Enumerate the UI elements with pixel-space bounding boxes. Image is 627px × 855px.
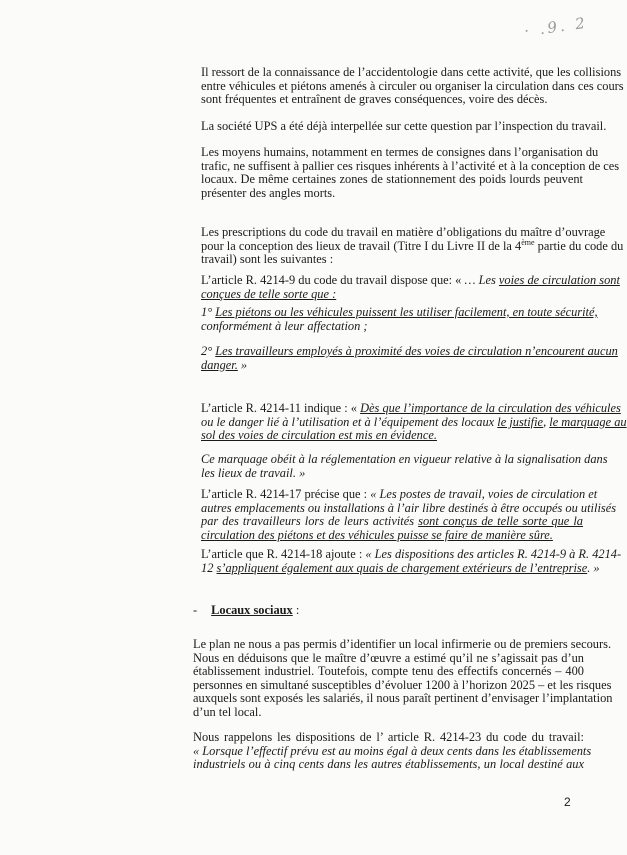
list-item-1 [201,305,598,333]
paragraph-prescriptions [201,225,624,267]
text-line: industriels ou à cinq cents dans les autres établissements, un local destiné aux [193,757,584,772]
text-line: Nous en déduisons que le maître d’œuvre a estimé qu’il ne s’agissait pas d’un [193,650,584,665]
text-line: auxquels sont exposés les salariés, il nous paraît pertinent d’envisager l’implantation [193,691,613,706]
text-line: L’article R. 4214-9 du code du travail dispose que: « … Les voies de circulation sont [201,273,620,287]
paragraph-article-4214-17 [201,487,617,542]
text-line: les lieux de travail. » [201,465,306,480]
text-line: danger. » [201,357,248,372]
text-line: conformément à leur affectation ; [201,318,368,333]
text-line: Il ressort de la connaissance de l’accidentologie dans cette activité, que les collisions [201,65,622,79]
text-line: Les moyens humains, notamment en termes de consignes dans l’organisation du [201,145,599,159]
paragraph-accidentology [201,65,624,107]
text-line: sont fréquentes et entraînent de graves conséquences, voire des décès. [201,92,548,107]
text-line: La société UPS a été déjà interpellée sur cette question par l’inspection du travail. [201,119,607,133]
text-line: d’un tel local. [193,704,262,719]
superscript: ème [521,237,535,247]
text-line: présenter des angles morts. [201,185,336,200]
text-line: 12 s’appliquent également aux quais de chargement extérieurs de l’entreprise. » [201,560,600,575]
page-number: 2 [564,795,571,809]
text-line: L’article que R. 4214-18 ajoute : « Les dispositions des articles R. 4214-9 à R. 4214- [201,547,622,561]
text-line: entre véhicules et piétons amenés à circuler ou organiser la circulation dans ces cours [201,78,624,93]
paragraph-human-means [201,145,620,200]
text-line: Ce marquage obéit à la réglementation en vigueur relative à la signalisation dans [201,452,608,466]
text-line: L’article R. 4214-17 précise que : « Les postes de travail, voies de circulation et [201,487,598,501]
paragraph-marking [201,452,608,480]
text-line: Les prescriptions du code du travail en matière d’obligations du maître d’ouvrage [201,225,606,239]
paragraph-article-4214-18 [201,547,622,575]
text-line: « Lorsque l’effectif prévu est au moins égal à deux cents dans les établissements [193,743,592,758]
text-line: L’article R. 4214-11 indique : « Dès que l’importance de la circulation des véhicules [201,401,621,415]
text-line: par des travailleurs lors de leurs activités sont conçus de telle sorte que la [201,514,583,529]
bullet: - [193,603,198,617]
section-heading-locaux-sociaux [193,604,393,618]
section-title: Locaux sociaux [211,603,293,617]
text-line: personnes en simultané susceptibles d’évoluer 1200 à l’horizon 2025 – et les risques [193,677,612,692]
text-line: locaux. De même certaines zones de stationnement des poids lourds peuvent [201,172,583,187]
paragraph-article-4214-11 [201,401,627,443]
list-item-2 [201,344,618,372]
text-line: sol des voies de circulation est mis en évidence. [201,428,437,443]
text-line: 2° Les travailleurs employés à proximité des voies de circulation n’encourent aucun [201,344,618,358]
paragraph-article-4214-23 [193,730,592,772]
text-line: autres emplacements ou installations à l’air libre destinés à être occupés ou utilisés [201,500,617,515]
text-line: conçues de telle sorte que : [201,286,337,301]
heading-line: - Locaux sociaux : [193,603,300,617]
text-line: trafic, ne suffisent à pallier ces risques inhérents à l’activité et à la conception de ces [201,158,620,173]
paragraph-article-4214-9 [201,273,620,301]
paragraph-infirmary [193,637,613,720]
paragraph-ups [201,119,607,134]
text-line: circulation des piétons et des véhicules puisse se faire de manière sûre. [201,527,553,542]
text-line: Le plan ne nous a pas permis d’identifier un local infirmerie ou de premiers secours. [193,637,612,651]
text-line: pour la conception des lieux de travail (Titre I du Livre II de la 4ème partie du code du [201,237,624,253]
text-line: ou le danger lié à l’utilisation et à l’équipement des locaux le justifie, le marquage au [201,414,627,429]
text-line: travail) sont les suivantes : [201,252,334,267]
text-line: Nous rappelons les dispositions de l’ article R. 4214-23 du code du travail: [193,730,584,744]
text-line: établissement industriel. Toutefois, compte tenu des effectifs concernés – 400 [193,664,584,679]
text-line: 1° Les piétons ou les véhicules puissent les utiliser facilement, en toute sécurité, [201,305,598,319]
handwritten-mark: · .9. 2 [523,13,589,41]
